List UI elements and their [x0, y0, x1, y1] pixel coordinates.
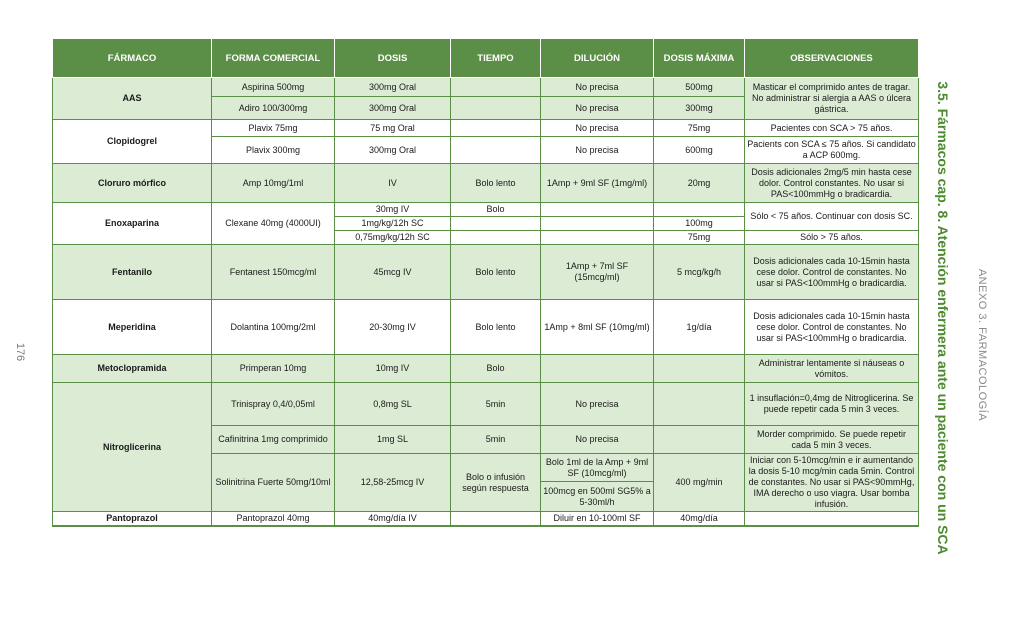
- header-forma-comercial: FORMA COMERCIAL: [212, 39, 335, 78]
- dilucion-cell: 1Amp + 7ml SF (15mcg/ml): [541, 245, 654, 300]
- drug-name: Fentanilo: [53, 245, 212, 300]
- table-row: [53, 300, 919, 355]
- dilucion-cell: [541, 217, 654, 231]
- drug-name: Meperidina: [53, 300, 212, 355]
- dosis-cell: 20-30mg IV: [335, 300, 451, 355]
- forma-cell: Solinitrina Fuerte 50mg/10ml: [212, 454, 335, 512]
- forma-cell: Plavix 75mg: [212, 120, 335, 137]
- tiempo-cell: [451, 120, 541, 137]
- forma-cell: Primperan 10mg: [212, 355, 335, 383]
- table-row: [53, 245, 919, 300]
- obs-cell: Sólo < 75 años. Continuar con dosis SC.: [745, 203, 919, 231]
- max-cell: 400 mg/min: [654, 454, 745, 512]
- dilucion-cell: 1Amp + 9ml SF (1mg/ml): [541, 164, 654, 203]
- obs-cell: Dosis adicionales cada 10-15min hasta cese dolor. Control de constantes. No usar si PAS<100mmHg o bradicardia.: [745, 245, 919, 300]
- max-cell: [654, 383, 745, 426]
- dosis-cell: IV: [335, 164, 451, 203]
- obs-cell: Iniciar con 5-10mcg/min e ir aumentando la dosis 5-10 mcg/min cada 5min. Control de constantes. No usar si PAS<90mmHg, IMA derecho o uso viagra. Usar bomba infusión.: [745, 454, 919, 512]
- drug-name: Enoxaparina: [53, 203, 212, 245]
- dilucion-cell: Diluir en 10-100ml SF: [541, 512, 654, 527]
- forma-cell: Adiro 100/300mg: [212, 97, 335, 120]
- header-dosis-maxima: DOSIS MÁXIMA: [654, 39, 745, 78]
- max-cell: 600mg: [654, 137, 745, 164]
- dilucion-cell: [541, 203, 654, 217]
- max-cell: 75mg: [654, 231, 745, 245]
- dilucion-cell: No precisa: [541, 97, 654, 120]
- tiempo-cell: Bolo lento: [451, 300, 541, 355]
- tiempo-cell: [451, 217, 541, 231]
- header-tiempo: TIEMPO: [451, 39, 541, 78]
- drug-name: Clopidogrel: [53, 120, 212, 164]
- forma-cell: Plavix 300mg: [212, 137, 335, 164]
- dilucion-cell: No precisa: [541, 383, 654, 426]
- dilucion-cell: No precisa: [541, 120, 654, 137]
- forma-cell: Dolantina 100mg/2ml: [212, 300, 335, 355]
- dilucion-cell: No precisa: [541, 426, 654, 454]
- drug-name: AAS: [53, 78, 212, 120]
- drug-name: Metoclopramida: [53, 355, 212, 383]
- dosis-cell: 300mg Oral: [335, 97, 451, 120]
- dilucion-cell: [541, 355, 654, 383]
- dosis-cell: 300mg Oral: [335, 78, 451, 97]
- tiempo-cell: [451, 78, 541, 97]
- forma-cell: Amp 10mg/1ml: [212, 164, 335, 203]
- dosis-cell: 0,8mg SL: [335, 383, 451, 426]
- table-row: [53, 120, 919, 137]
- header-dosis: DOSIS: [335, 39, 451, 78]
- obs-cell: [745, 512, 919, 527]
- obs-cell: Dosis adicionales 2mg/5 min hasta cese dolor. Control constantes. No usar si PAS<100mmHg o bradicardia.: [745, 164, 919, 203]
- table-row: [53, 78, 919, 97]
- forma-cell: Clexane 40mg (4000UI): [212, 203, 335, 245]
- obs-cell: Pacientes con SCA > 75 años.: [745, 120, 919, 137]
- table-header-row: [53, 39, 919, 78]
- max-cell: 75mg: [654, 120, 745, 137]
- tiempo-cell: Bolo lento: [451, 164, 541, 203]
- table-row: [53, 164, 919, 203]
- forma-cell: Trinispray 0,4/0,05ml: [212, 383, 335, 426]
- obs-cell: Morder comprimido. Se puede repetir cada 5 min 3 veces.: [745, 426, 919, 454]
- dosis-cell: 12,58-25mcg IV: [335, 454, 451, 512]
- forma-cell: Fentanest 150mcg/ml: [212, 245, 335, 300]
- table-row: [53, 383, 919, 426]
- dosis-cell: 0,75mg/kg/12h SC: [335, 231, 451, 245]
- tiempo-cell: Bolo: [451, 355, 541, 383]
- max-cell: 5 mcg/kg/h: [654, 245, 745, 300]
- tiempo-cell: [451, 97, 541, 120]
- max-cell: 40mg/día: [654, 512, 745, 527]
- dosis-cell: 10mg IV: [335, 355, 451, 383]
- drug-name: Cloruro mórfico: [53, 164, 212, 203]
- header-farmaco: FÁRMACO: [53, 39, 212, 78]
- max-cell: 100mg: [654, 217, 745, 231]
- dilucion-cell: Bolo 1ml de la Amp + 9ml SF (10mcg/ml): [541, 454, 654, 482]
- annex-label: ANEXO 3. FARMACOLOGÍA: [976, 268, 988, 422]
- dosis-cell: 40mg/día IV: [335, 512, 451, 527]
- dilucion-cell: No precisa: [541, 78, 654, 97]
- max-cell: [654, 426, 745, 454]
- dosis-cell: 30mg IV: [335, 203, 451, 217]
- tiempo-cell: 5min: [451, 383, 541, 426]
- max-cell: 500mg: [654, 78, 745, 97]
- forma-cell: Cafinitrina 1mg comprimido: [212, 426, 335, 454]
- tiempo-cell: [451, 512, 541, 527]
- max-cell: [654, 203, 745, 217]
- tiempo-cell: [451, 231, 541, 245]
- tiempo-cell: 5min: [451, 426, 541, 454]
- dilucion-cell: [541, 231, 654, 245]
- drug-name: Pantoprazol: [53, 512, 212, 527]
- obs-cell: Administrar lentamente si náuseas o vómitos.: [745, 355, 919, 383]
- table-row: [53, 203, 919, 217]
- forma-cell: Aspirina 500mg: [212, 78, 335, 97]
- page-number: 176: [14, 342, 26, 362]
- header-observaciones: OBSERVACIONES: [745, 39, 919, 78]
- dosis-cell: 1mg/kg/12h SC: [335, 217, 451, 231]
- obs-cell: Pacients con SCA ≤ 75 años. Si candidato a ACP 600mg.: [745, 137, 919, 164]
- obs-cell: 1 insuflación=0,4mg de Nitroglicerina. Se puede repetir cada 5 min 3 veces.: [745, 383, 919, 426]
- drug-table: [52, 38, 919, 527]
- dosis-cell: 300mg Oral: [335, 137, 451, 164]
- obs-cell: Sólo > 75 años.: [745, 231, 919, 245]
- tiempo-cell: Bolo: [451, 203, 541, 217]
- drug-name: Nitroglicerina: [53, 383, 212, 512]
- header-dilucion: DILUCIÓN: [541, 39, 654, 78]
- dosis-cell: 75 mg Oral: [335, 120, 451, 137]
- dilucion-cell: 1Amp + 8ml SF (10mg/ml): [541, 300, 654, 355]
- tiempo-cell: Bolo lento: [451, 245, 541, 300]
- dilucion-cell: No precisa: [541, 137, 654, 164]
- max-cell: 20mg: [654, 164, 745, 203]
- section-title: 3.5. Fármacos cap. 8. Atención enfermera ante un paciente con un SCA: [935, 81, 951, 555]
- dosis-cell: 45mcg IV: [335, 245, 451, 300]
- obs-cell: Dosis adicionales cada 10-15min hasta cese dolor. Control de constantes. No usar si PAS<100mmHg o bradicardia.: [745, 300, 919, 355]
- dosis-cell: 1mg SL: [335, 426, 451, 454]
- table-row: [53, 512, 919, 527]
- max-cell: 1g/día: [654, 300, 745, 355]
- tiempo-cell: Bolo o infusión según respuesta: [451, 454, 541, 512]
- dilucion-cell: 100mcg en 500ml SG5% a 5-30ml/h: [541, 482, 654, 512]
- obs-cell: Masticar el comprimido antes de tragar. No administrar si alergia a AAS o úlcera gástrica.: [745, 78, 919, 120]
- max-cell: 300mg: [654, 97, 745, 120]
- max-cell: [654, 355, 745, 383]
- tiempo-cell: [451, 137, 541, 164]
- forma-cell: Pantoprazol 40mg: [212, 512, 335, 527]
- table-row: [53, 355, 919, 383]
